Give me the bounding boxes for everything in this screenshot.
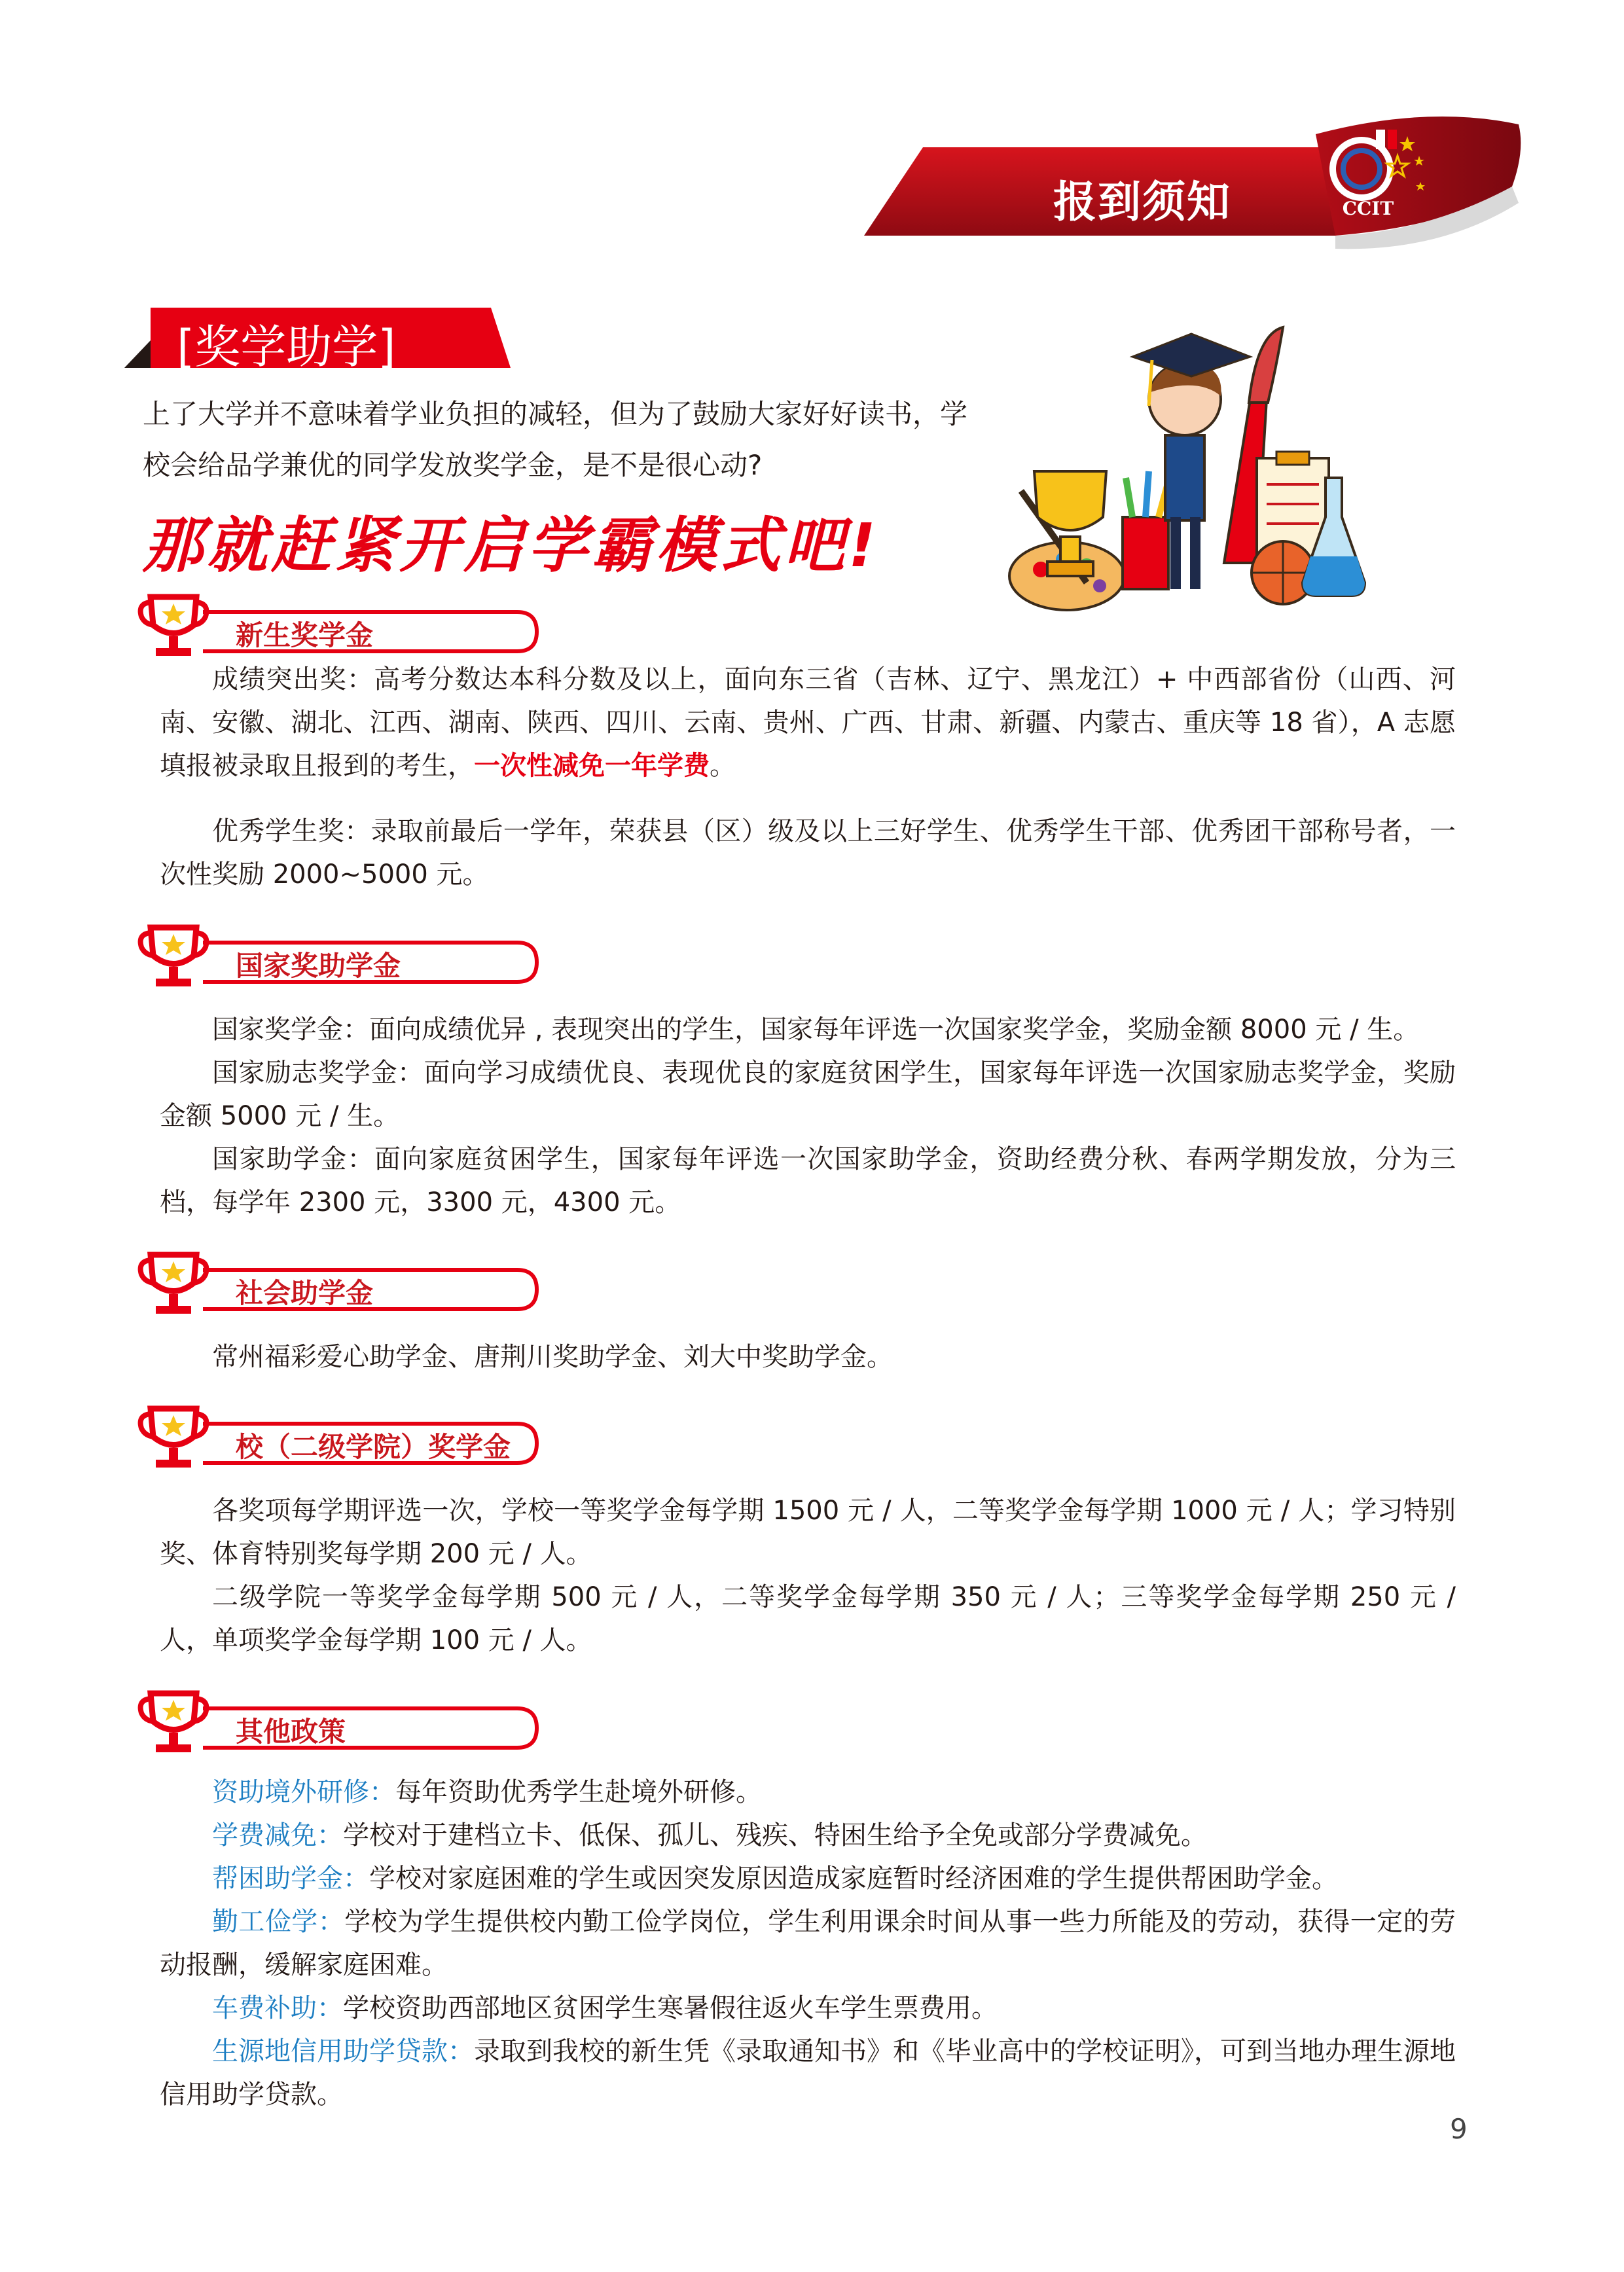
logo-text: CCIT	[1342, 198, 1394, 219]
other-item-text: 学校为学生提供校内勤工俭学岗位，学生利用课余时间从事一些力所能及的劳动，获得一定的劳动报酬，缓解家庭困难。	[160, 1907, 1456, 1980]
student-illustration-icon	[1008, 321, 1375, 622]
national-paragraph-2: 国家励志奖学金：面向学习成绩优良、表现优良的家庭贫困学生，国家每年评选一次国家励志奖学金，奖励金额 5000 元 / 生。	[160, 1058, 1456, 1131]
subsection-freshman-title: 新生奖学金	[236, 619, 374, 651]
subsection-school-header	[137, 1401, 543, 1473]
other-item	[160, 1857, 1456, 1900]
other-item-term: 勤工俭学：	[212, 1907, 345, 1937]
section-title: [奖学助学]	[177, 320, 396, 374]
other-item-text: 录取到我校的新生凭《录取通知书》和《毕业高中的学校证明》，可到当地办理生源地信用助学贷款。	[160, 2036, 1456, 2110]
other-item-text: 学校对于建档立卡、低保、孤儿、残疾、特困生给予全免或部分学费减免。	[343, 1820, 1207, 1850]
subsection-freshman-header	[137, 589, 543, 661]
other-item	[160, 1771, 1456, 1814]
subsection-national-header	[137, 920, 543, 992]
other-item-text: 学校资助西部地区贫困学生寒暑假往返火车学生票费用。	[343, 1993, 998, 2023]
subsection-school-title: 校（二级学院）奖学金	[236, 1431, 511, 1463]
other-item-text: 学校对家庭困难的学生或因突发原因造成家庭暂时经济困难的学生提供帮困助学金。	[369, 1864, 1338, 1894]
other-item-term: 生源地信用助学贷款：	[212, 2036, 474, 2066]
intro-line-1: 上了大学并不意味着学业负担的减轻，但为了鼓励大家好好读书，学	[143, 398, 968, 430]
freshman-paragraph-2: 优秀学生奖：录取前最后一学年，荣获县（区）级及以上三好学生、优秀学生干部、优秀团干部称号者，一次性奖励 2000~5000 元。	[160, 816, 1456, 890]
social-paragraph-1: 常州福彩爱心助学金、唐荆川奖助学金、刘大中奖助学金。	[212, 1342, 893, 1372]
other-item-term: 学费减免：	[212, 1820, 343, 1850]
other-item	[160, 1987, 1456, 2030]
national-paragraph-1: 国家奖学金：面向成绩优异 , 表现突出的学生，国家每年评选一次国家奖学金，奖励金额 8000 元 / 生。	[212, 1015, 1420, 1045]
subsection-other-header	[137, 1686, 543, 1758]
other-item-text: 每年资助优秀学生赴境外研修。	[395, 1777, 762, 1807]
freshman-p1-suffix: 。	[710, 751, 736, 781]
other-item-term: 车费补助：	[212, 1993, 343, 2023]
other-item	[160, 1814, 1456, 1857]
subsection-other-title: 其他政策	[236, 1716, 346, 1748]
freshman-p1-highlight: 一次性减免一年学费	[474, 751, 710, 781]
other-item-term: 资助境外研修：	[212, 1777, 395, 1807]
intro-line-2: 校会给品学兼优的同学发放奖学金，是不是很心动?	[143, 449, 763, 481]
freshman-p1-text: 成绩突出奖：高考分数达本科分数及以上，面向东三省（吉林、辽宁、黑龙江）+ 中西部省份（山西、河南、安徽、湖北、江西、湖南、陕西、四川、云南、贵州、广西、甘肃、新疆、内蒙古、重庆等 18 省），A 志愿填报被录取且报到的考生，	[160, 664, 1456, 781]
other-item-term: 帮困助学金：	[212, 1864, 369, 1894]
school-paragraph-1: 各奖项每学期评选一次，学校一等奖学金每学期 1500 元 / 人，二等奖学金每学期 1000 元 / 人；学习特别奖、体育特别奖每学期 200 元 / 人。	[160, 1496, 1456, 1569]
page-number: 9	[1450, 2113, 1468, 2145]
other-item	[160, 1900, 1456, 1987]
slogan: 那就赶紧开启学霸模式吧!	[143, 511, 880, 581]
school-paragraph-2: 二级学院一等奖学金每学期 500 元 / 人，二等奖学金每学期 350 元 / 人；三等奖学金每学期 250 元 / 人，单项奖学金每学期 100 元 / 人。	[160, 1582, 1456, 1655]
freshman-paragraph-1	[160, 658, 1456, 787]
national-paragraph-3: 国家助学金：面向家庭贫困学生，国家每年评选一次国家助学金，资助经费分秋、春两学期发放，分为三档，每学年 2300 元，3300 元，4300 元。	[160, 1144, 1456, 1217]
other-item	[160, 2030, 1456, 2116]
subsection-social-title: 社会助学金	[236, 1277, 374, 1309]
header-title: 报到须知	[1053, 177, 1231, 227]
subsection-national-title: 国家奖助学金	[236, 950, 401, 982]
subsection-social-header	[137, 1247, 543, 1319]
